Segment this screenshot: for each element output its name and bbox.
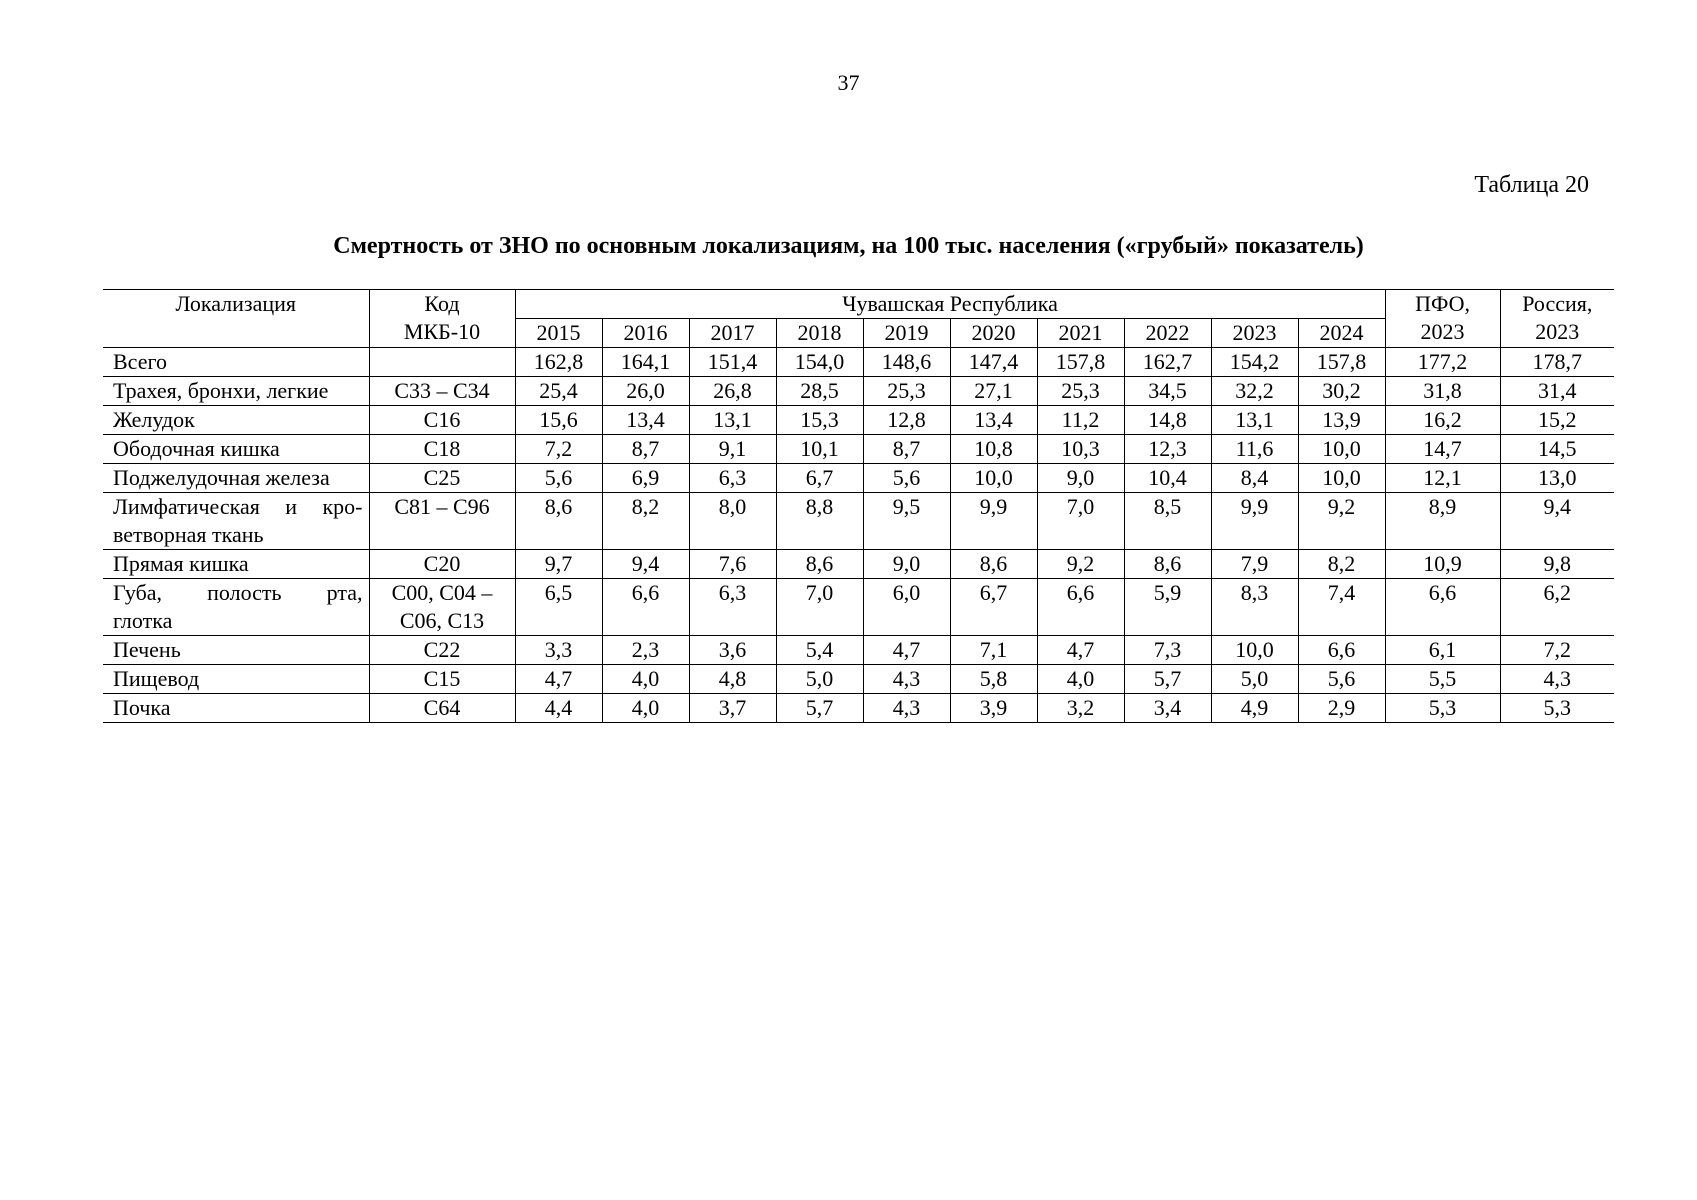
- russia-value-cell: 5,3: [1500, 694, 1614, 723]
- russia-value-cell: 4,3: [1500, 665, 1614, 694]
- value-cell: 25,4: [515, 377, 602, 406]
- value-cell: 8,2: [1298, 550, 1385, 579]
- value-cell: 148,6: [863, 348, 950, 377]
- value-cell: 13,1: [689, 406, 776, 435]
- value-cell: 6,6: [1298, 636, 1385, 665]
- value-cell: 10,8: [950, 435, 1037, 464]
- icd-code: С00, С04 –: [391, 580, 493, 605]
- pfo-value-cell: 12,1: [1385, 464, 1500, 493]
- russia-value-cell: 14,5: [1500, 435, 1614, 464]
- value-cell: 3,2: [1037, 694, 1124, 723]
- pfo-value-cell: 5,5: [1385, 665, 1500, 694]
- header-localization: Локализация: [103, 290, 369, 348]
- value-cell: 8,6: [950, 550, 1037, 579]
- value-cell: 10,4: [1124, 464, 1211, 493]
- pfo-value-cell: 5,3: [1385, 694, 1500, 723]
- russia-value-cell: 178,7: [1500, 348, 1614, 377]
- value-cell: 7,2: [515, 435, 602, 464]
- localization-name: Всего: [113, 349, 167, 374]
- table-row: [103, 579, 1614, 636]
- header-pfo: [1385, 290, 1500, 348]
- value-cell: 5,0: [1211, 665, 1298, 694]
- value-cell: 4,3: [863, 694, 950, 723]
- pfo-value-cell: 6,1: [1385, 636, 1500, 665]
- pfo-value-cell: 8,9: [1385, 493, 1500, 550]
- value-cell: 4,8: [689, 665, 776, 694]
- value-cell: 5,7: [776, 694, 863, 723]
- pfo-value-cell: 10,9: [1385, 550, 1500, 579]
- value-cell: 162,7: [1124, 348, 1211, 377]
- value-cell: 3,3: [515, 636, 602, 665]
- value-cell: 154,0: [776, 348, 863, 377]
- localization-cell: [103, 636, 369, 665]
- icd-code: С25: [423, 465, 461, 490]
- value-cell: 10,0: [1298, 435, 1385, 464]
- value-cell: 2,3: [602, 636, 689, 665]
- value-cell: 13,4: [602, 406, 689, 435]
- value-cell: 7,4: [1298, 579, 1385, 636]
- value-cell: 3,9: [950, 694, 1037, 723]
- russia-value-cell: 15,2: [1500, 406, 1614, 435]
- value-cell: 11,6: [1211, 435, 1298, 464]
- icd-code-cell: [369, 636, 515, 665]
- icd-code: С81 – С96: [394, 494, 490, 519]
- value-cell: 32,2: [1211, 377, 1298, 406]
- value-cell: 13,1: [1211, 406, 1298, 435]
- value-cell: 8,5: [1124, 493, 1211, 550]
- icd-code: С16: [423, 407, 461, 432]
- value-cell: 5,4: [776, 636, 863, 665]
- russia-value-cell: 6,2: [1500, 579, 1614, 636]
- value-cell: 157,8: [1298, 348, 1385, 377]
- localization-cell: [103, 464, 369, 493]
- pfo-value-cell: 6,6: [1385, 579, 1500, 636]
- value-cell: 7,6: [689, 550, 776, 579]
- value-cell: 8,6: [776, 550, 863, 579]
- icd-code-cell: [369, 550, 515, 579]
- header-year: 2015: [515, 319, 602, 348]
- value-cell: 30,2: [1298, 377, 1385, 406]
- header-year: 2018: [776, 319, 863, 348]
- header-code-line1: Код: [424, 291, 460, 316]
- localization-name: Трахея, бронхи, легкие: [113, 378, 329, 403]
- header-row-1: [103, 290, 1614, 319]
- localization-name: Пищевод: [113, 666, 200, 691]
- value-cell: 25,3: [1037, 377, 1124, 406]
- table-row: [103, 636, 1614, 665]
- value-cell: 3,4: [1124, 694, 1211, 723]
- value-cell: 9,2: [1037, 550, 1124, 579]
- pfo-value-cell: 31,8: [1385, 377, 1500, 406]
- page-number: 37: [837, 70, 860, 95]
- table-row: [103, 435, 1614, 464]
- value-cell: 9,0: [1037, 464, 1124, 493]
- value-cell: 26,0: [602, 377, 689, 406]
- header-year: 2016: [602, 319, 689, 348]
- mortality-table: [103, 289, 1614, 723]
- header-year: 2017: [689, 319, 776, 348]
- header-year: 2023: [1211, 319, 1298, 348]
- value-cell: 13,4: [950, 406, 1037, 435]
- pfo-value-cell: 14,7: [1385, 435, 1500, 464]
- value-cell: 6,5: [515, 579, 602, 636]
- header-year: 2019: [863, 319, 950, 348]
- icd-code: С64: [423, 695, 461, 720]
- value-cell: 164,1: [602, 348, 689, 377]
- value-cell: 5,8: [950, 665, 1037, 694]
- localization-cell: [103, 579, 369, 636]
- value-cell: 12,8: [863, 406, 950, 435]
- icd-code-cell: [369, 377, 515, 406]
- table-row: [103, 493, 1614, 550]
- localization-name: Печень: [113, 637, 181, 662]
- value-cell: 9,2: [1298, 493, 1385, 550]
- table-body: [103, 348, 1614, 723]
- value-cell: 12,3: [1124, 435, 1211, 464]
- value-cell: 7,0: [776, 579, 863, 636]
- table-label: Таблица 20: [1474, 172, 1589, 198]
- value-cell: 8,6: [515, 493, 602, 550]
- icd-code-cell: [369, 406, 515, 435]
- value-cell: 34,5: [1124, 377, 1211, 406]
- russia-value-cell: 13,0: [1500, 464, 1614, 493]
- value-cell: 7,9: [1211, 550, 1298, 579]
- icd-code-cell: [369, 493, 515, 550]
- value-cell: 6,6: [602, 579, 689, 636]
- value-cell: 9,4: [602, 550, 689, 579]
- value-cell: 6,0: [863, 579, 950, 636]
- header-code: [369, 290, 515, 348]
- value-cell: 5,6: [863, 464, 950, 493]
- value-cell: 3,7: [689, 694, 776, 723]
- table-row: [103, 464, 1614, 493]
- value-cell: 7,3: [1124, 636, 1211, 665]
- value-cell: 11,2: [1037, 406, 1124, 435]
- value-cell: 26,8: [689, 377, 776, 406]
- table-row: [103, 348, 1614, 377]
- localization-name: Губа, полость рта,: [113, 580, 363, 605]
- russia-value-cell: 9,4: [1500, 493, 1614, 550]
- value-cell: 15,6: [515, 406, 602, 435]
- icd-code-cell: [369, 464, 515, 493]
- localization-cell: [103, 406, 369, 435]
- value-cell: 10,3: [1037, 435, 1124, 464]
- icd-code: С33 – С34: [394, 378, 490, 403]
- value-cell: 162,8: [515, 348, 602, 377]
- icd-code-line2: С06, С13: [399, 608, 485, 633]
- table-row: [103, 550, 1614, 579]
- value-cell: 157,8: [1037, 348, 1124, 377]
- value-cell: 9,9: [1211, 493, 1298, 550]
- pfo-value-cell: 16,2: [1385, 406, 1500, 435]
- localization-name: Желудок: [113, 407, 195, 432]
- header-year: 2021: [1037, 319, 1124, 348]
- value-cell: 14,8: [1124, 406, 1211, 435]
- header-year: 2022: [1124, 319, 1211, 348]
- icd-code-cell: [369, 579, 515, 636]
- value-cell: 5,9: [1124, 579, 1211, 636]
- value-cell: 4,7: [863, 636, 950, 665]
- value-cell: 154,2: [1211, 348, 1298, 377]
- table-title: Смертность от ЗНО по основным локализациям, на 100 тыс. населения («грубый» показатель): [333, 233, 1364, 259]
- localization-cell: [103, 377, 369, 406]
- icd-code-cell: [369, 694, 515, 723]
- value-cell: 10,1: [776, 435, 863, 464]
- table-row: [103, 665, 1614, 694]
- header-year: 2024: [1298, 319, 1385, 348]
- value-cell: 7,0: [1037, 493, 1124, 550]
- value-cell: 6,9: [602, 464, 689, 493]
- table-row: [103, 694, 1614, 723]
- icd-code: С15: [423, 666, 461, 691]
- localization-cell: [103, 348, 369, 377]
- value-cell: 10,0: [950, 464, 1037, 493]
- localization-name: Лимфатическая и кро-: [113, 494, 363, 519]
- value-cell: 9,9: [950, 493, 1037, 550]
- value-cell: 6,3: [689, 464, 776, 493]
- icd-code: С20: [423, 551, 461, 576]
- value-cell: 4,0: [1037, 665, 1124, 694]
- value-cell: 4,9: [1211, 694, 1298, 723]
- value-cell: 5,6: [1298, 665, 1385, 694]
- value-cell: 9,7: [515, 550, 602, 579]
- value-cell: 8,3: [1211, 579, 1298, 636]
- table-row: [103, 377, 1614, 406]
- russia-value-cell: 9,8: [1500, 550, 1614, 579]
- value-cell: 6,7: [776, 464, 863, 493]
- value-cell: 25,3: [863, 377, 950, 406]
- value-cell: 8,6: [1124, 550, 1211, 579]
- value-cell: 8,8: [776, 493, 863, 550]
- pfo-value-cell: 177,2: [1385, 348, 1500, 377]
- localization-name: Ободочная кишка: [113, 436, 280, 461]
- icd-code-cell: [369, 665, 515, 694]
- value-cell: 8,0: [689, 493, 776, 550]
- russia-value-cell: 7,2: [1500, 636, 1614, 665]
- header-russia-line2: 2023: [1535, 319, 1580, 344]
- header-pfo-line2: 2023: [1420, 319, 1465, 344]
- value-cell: 8,7: [602, 435, 689, 464]
- value-cell: 13,9: [1298, 406, 1385, 435]
- value-cell: 6,6: [1037, 579, 1124, 636]
- value-cell: 4,3: [863, 665, 950, 694]
- value-cell: 5,0: [776, 665, 863, 694]
- value-cell: 7,1: [950, 636, 1037, 665]
- value-cell: 2,9: [1298, 694, 1385, 723]
- value-cell: 147,4: [950, 348, 1037, 377]
- value-cell: 28,5: [776, 377, 863, 406]
- icd-code-cell: [369, 348, 515, 377]
- value-cell: 6,7: [950, 579, 1037, 636]
- value-cell: 4,7: [1037, 636, 1124, 665]
- value-cell: 4,0: [602, 694, 689, 723]
- value-cell: 15,3: [776, 406, 863, 435]
- header-russia: [1500, 290, 1614, 348]
- icd-code: С22: [423, 637, 461, 662]
- localization-cell: [103, 550, 369, 579]
- localization-name: Почка: [113, 695, 171, 720]
- value-cell: 8,2: [602, 493, 689, 550]
- value-cell: 3,6: [689, 636, 776, 665]
- value-cell: 4,4: [515, 694, 602, 723]
- header-pfo-line1: ПФО,: [1415, 291, 1471, 316]
- value-cell: 27,1: [950, 377, 1037, 406]
- value-cell: 4,7: [515, 665, 602, 694]
- russia-value-cell: 31,4: [1500, 377, 1614, 406]
- localization-cell: [103, 694, 369, 723]
- icd-code: С18: [423, 436, 461, 461]
- value-cell: 10,0: [1211, 636, 1298, 665]
- value-cell: 151,4: [689, 348, 776, 377]
- header-year: 2020: [950, 319, 1037, 348]
- value-cell: 9,0: [863, 550, 950, 579]
- value-cell: 6,3: [689, 579, 776, 636]
- value-cell: 10,0: [1298, 464, 1385, 493]
- localization-name-line2: глотка: [113, 608, 173, 633]
- value-cell: 5,6: [515, 464, 602, 493]
- value-cell: 9,1: [689, 435, 776, 464]
- header-region: Чувашская Республика: [515, 290, 1385, 319]
- localization-name: Прямая кишка: [113, 551, 249, 576]
- localization-name-line2: ветворная ткань: [113, 522, 264, 547]
- value-cell: 8,7: [863, 435, 950, 464]
- table-row: [103, 406, 1614, 435]
- localization-cell: [103, 665, 369, 694]
- localization-cell: [103, 435, 369, 464]
- value-cell: 9,5: [863, 493, 950, 550]
- icd-code-cell: [369, 435, 515, 464]
- header-russia-line1: Россия,: [1522, 291, 1593, 316]
- header-code-line2: МКБ-10: [403, 319, 481, 344]
- value-cell: 4,0: [602, 665, 689, 694]
- localization-cell: [103, 493, 369, 550]
- localization-name: Поджелудочная железа: [113, 465, 330, 490]
- value-cell: 5,7: [1124, 665, 1211, 694]
- value-cell: 8,4: [1211, 464, 1298, 493]
